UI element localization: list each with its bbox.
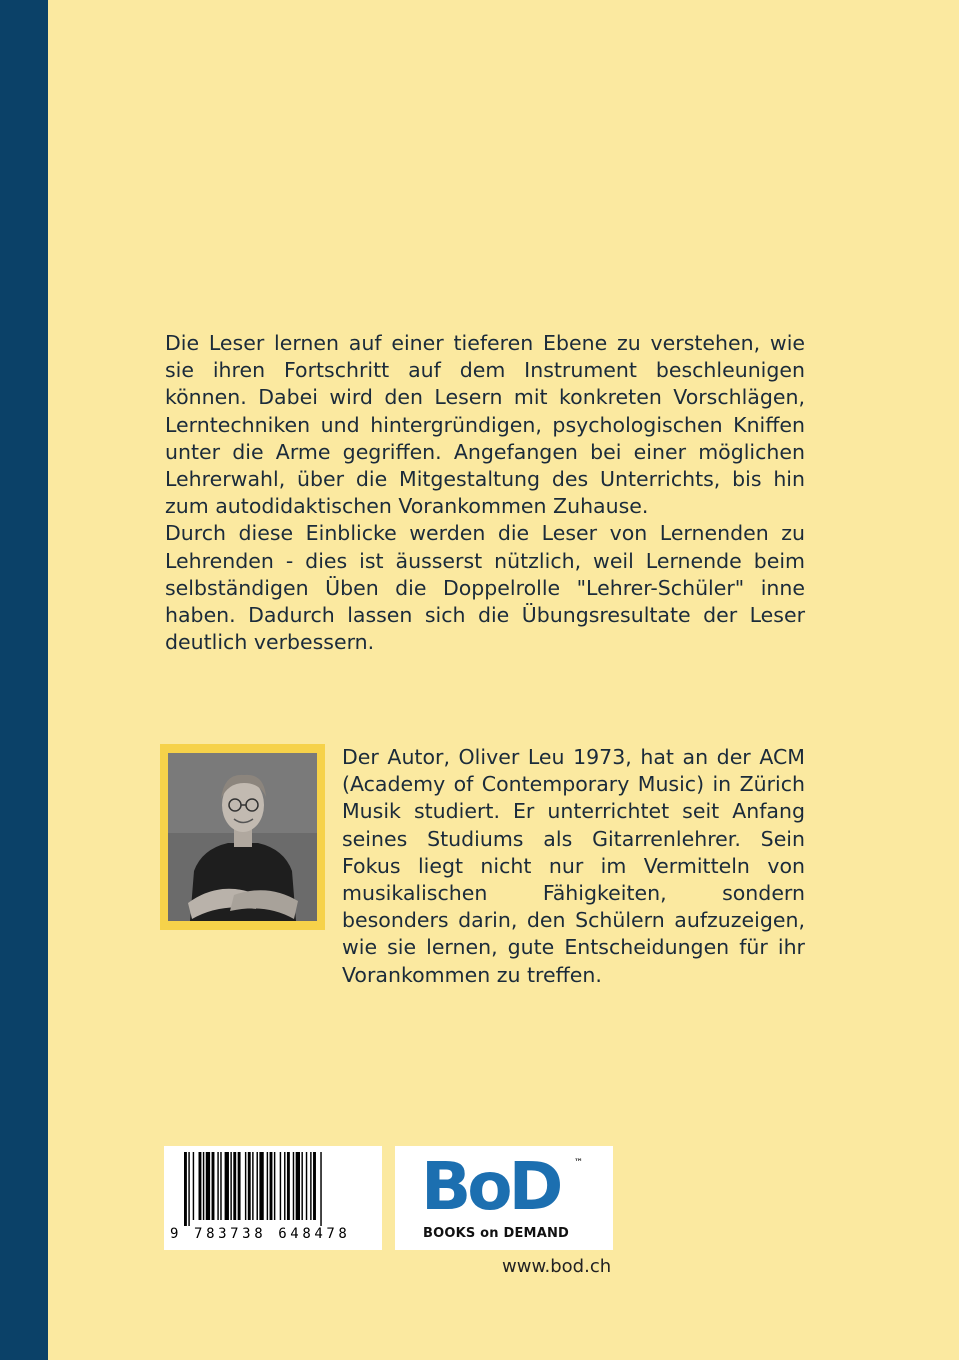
barcode-bar [270,1152,273,1220]
author-photo-frame [160,744,325,930]
author-bio: Der Autor, Oliver Leu 1973, hat an der ACM (Academy of Contemporary Music) in Zürich Musik studiert. Er unterrichtet seit Anfang seines Studiums als Gitarrenlehrer. Sein Fokus liegt nicht nur im Vermitteln von musikalischen Fähigkeiten, sondern besonders darin, den Schülern aufzuzeigen, wie sie lernen, gute Entscheidungen für ihr Vorankommen zu treffen. [342,745,805,987]
barcode-bar [257,1152,258,1220]
barcode-bar [296,1152,300,1220]
barcode-bar [220,1152,221,1220]
barcode-bar [310,1152,311,1220]
barcode-bar [259,1152,263,1220]
barcode-bar [184,1152,187,1226]
barcode-bar [267,1152,268,1220]
barcode-bar [188,1152,189,1226]
book-spine [0,0,48,1360]
barcode-bar [193,1152,194,1220]
barcode-bar [206,1152,210,1220]
back-cover-blurb [165,330,805,656]
barcode-bar [252,1152,253,1220]
barcode-bar [199,1152,202,1220]
trademark-symbol: ™ [574,1158,583,1168]
isbn-barcode [164,1146,382,1250]
barcode-bar [293,1152,294,1220]
publisher-website[interactable]: www.bod.ch [502,1256,612,1277]
publisher-tagline: BOOKS on DEMAND [423,1226,570,1241]
author-photo [168,753,317,921]
blurb-paragraph-1: Die Leser lernen auf einer tieferen Ebene zu verstehen, wie sie ihren Fortschritt auf dem Instrument beschleunigen können. Dabei wird den Lesern mit konkreten Vorschlägen, Lerntechniken und hintergründigen, psychologischen Kniffen unter die Arme gegriffen. Angefangen bei einer möglichen Lehrerwahl, über die Mitgestaltung des Unterrichts, bis hin zum autodidaktischen Vorankommen Zuhause. [165,331,805,519]
barcode-bar [238,1152,241,1220]
blurb-paragraph-2: Durch diese Einblicke werden die Leser von Lernenden zu Lehrenden - dies ist äusserst nützlich, weil Lernende beim selbständigen Üben die Doppelrolle "Lehrer-Schüler" inne haben. Dadurch lassen sich die Übungsresultate der Leser deutlich verbessern. [165,521,805,655]
barcode-bar [280,1152,281,1220]
barcode-bar [306,1152,307,1220]
barcode-bar [203,1152,204,1220]
barcode-bar [245,1152,246,1220]
barcode-bar [287,1152,290,1220]
publisher-logo [395,1146,613,1250]
barcode-bar [274,1152,275,1220]
barcode-bar [301,1152,302,1220]
barcode-bar [320,1152,321,1226]
barcode-bar [233,1152,236,1220]
barcode-bar [225,1152,229,1220]
barcode-bar [212,1152,215,1220]
barcode-bar [313,1152,316,1220]
bod-logo-text: BoD [421,1148,560,1225]
barcode-bar [230,1152,231,1220]
barcode-bar [248,1152,251,1220]
barcode-bar [217,1152,218,1220]
isbn-digits: 9 783738 648478 [170,1226,351,1242]
barcode-bar [284,1152,285,1220]
barcode-bars [184,1152,364,1226]
